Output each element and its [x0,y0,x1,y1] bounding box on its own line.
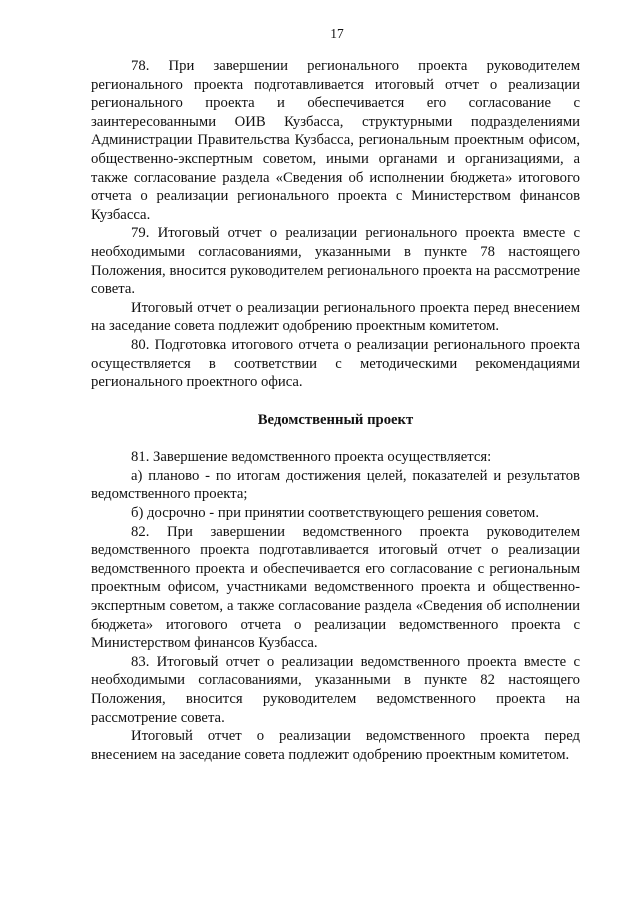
paragraph-80: 80. Подготовка итогового отчета о реализации регионального проекта осуществляется в соответствии с методическими рекомендациями регионального проектного офиса. [91,336,580,391]
paragraph-82: 82. При завершении ведомственного проекта руководителем ведомственного проекта подготавливается итоговый отчет о реализации ведомственного проекта и обеспечивается его согласование с региональным проектным офисом, участниками ведомственного проекта и общественно-экспертным советом, а также согласование раздела «Сведения об исполнении бюджета» итогового отчета о реализации ведомственного проекта с Министерством финансов Кузбасса. [91,523,580,652]
paragraph-78: 78. При завершении регионального проекта руководителем регионального проекта подготавливается итоговый отчет о реализации регионального проекта и обеспечивается его согласование с заинтересованными ОИВ Кузбасса, структурными подразделениями Администрации Правительства Кузбасса, региональным проектным офисом, общественно-экспертным советом, иными органами и организациями, а также согласование раздела «Сведения об исполнении бюджета» итогового отчета о реализации регионального проекта с Министерством финансов Кузбасса. [91,58,580,223]
paragraph-79: 79. Итоговый отчет о реализации регионального проекта вместе с необходимыми согласованиями, указанными в пункте 78 настоящего Положения, вносится руководителем регионального проекта на рассмотрение совета. [91,225,580,298]
paragraph-83-approval: Итоговый отчет о реализации ведомственного проекта перед внесением на заседание совета подлежит одобрению проектным комитетом. [91,728,580,763]
document-page [91,25,580,764]
section-heading-departmental-project: Ведомственный проект [257,411,414,428]
paragraph-79-approval: Итоговый отчет о реализации регионального проекта перед внесением на заседание совета подлежит одобрению проектным комитетом. [91,299,580,335]
paragraph-81: 81. Завершение ведомственного проекта осуществляется: [131,449,492,466]
paragraph-83: 83. Итоговый отчет о реализации ведомственного проекта вместе с необходимыми согласованиями, указанными в пункте 82 настоящего Положения, вносится руководителем ведомственного проекта на рассмотрение совета. [91,653,580,726]
page-number: 17 [330,26,344,41]
paragraph-81-a: а) планово - по итогам достижения целей, показателей и результатов ведомственного проекта; [91,467,580,503]
paragraph-81-b: б) досрочно - при принятии соответствующего решения советом. [131,505,540,522]
